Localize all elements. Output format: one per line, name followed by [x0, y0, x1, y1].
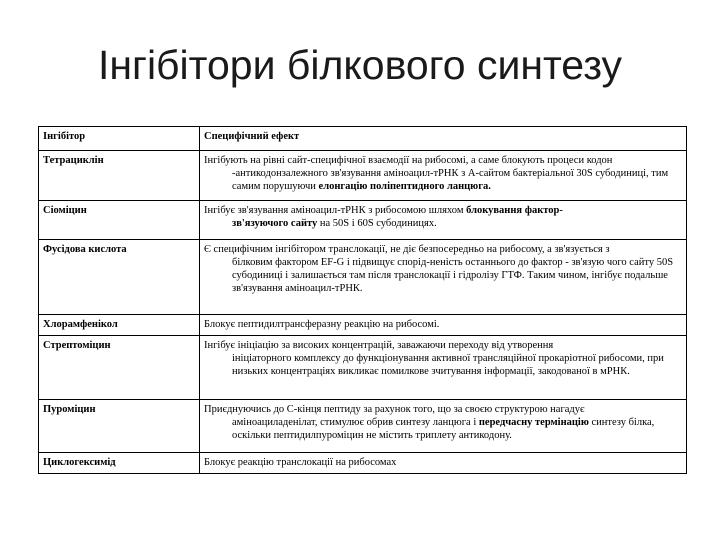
effect-continuation: білковим фактором EF-G і підвищує спорід-неність останнього до фактор - зв'язую чого сайту 50S субодиниці і залишається там після транслокації і гідролізу ГТФ. Таким чином, інгібує подальше зв'язування аміноацил-тРНК. [232, 257, 674, 294]
inhibitor-name: Циклогексимід [39, 453, 200, 474]
effect-continuation: -антикодонзалежного зв'язування аміноацил-тРНК з А-сайтом бактеріальної 30S субодиниці, тим самим порушуючи елонгацію поліпептидного ланцюга. [232, 168, 669, 192]
inhibitor-effect: Приєднуючись до С-кінця пептиду за рахунок того, що за своєю структурою нагадує аміноациладенілат, стимулює обрив синтезу ланцюга і передчасну термінацію синтезу білка, оскільки пептидилпуроміцин не містить триплету антикодону. [200, 400, 687, 453]
effect-emphasis: зв'язуючого сайту [232, 218, 318, 229]
inhibitor-name: Тетрациклін [39, 151, 200, 201]
effect-emphasis: блокування фактор- [466, 205, 563, 216]
inhibitor-name: Сіоміцин [39, 201, 200, 240]
inhibitor-effect [200, 151, 687, 201]
effect-continuation: аміноациладенілат, стимулює обрив синтезу ланцюга і передчасну термінацію синтезу білка, оскільки пептидилпуроміцин не містить триплету антикодону. [232, 417, 655, 441]
table-row [39, 151, 687, 201]
header-inhibitor: Інгібітор [39, 127, 200, 151]
inhibitor-name: Хлорамфенікол [39, 315, 200, 336]
inhibitor-effect: Інгібує ініціацію за високих концентрацій, заважаючи переходу від утворення ініціаторного комплексу до функціонування активної трансляційної прокаріотної рибосоми, при низьких концентраціях викликає помилкове зчитування інформації, закодованої в мРНК. [200, 336, 687, 400]
table-row [39, 315, 687, 336]
effect-emphasis: елонгацію поліпептидного ланцюга. [318, 181, 491, 192]
effect-continuation: зв'язуючого сайту на 50S і 60S субодиницях. [232, 218, 437, 229]
effect-emphasis: передчасну термінацію [478, 417, 589, 428]
table-row [39, 201, 687, 240]
table-row [39, 240, 687, 315]
header-effect: Специфічний ефект [200, 127, 687, 151]
inhibitor-name: Фусідова кислота [39, 240, 200, 315]
inhibitor-name: Пуроміцин [39, 400, 200, 453]
inhibitor-effect: Є специфічним інгібітором транслокації, не діє безпосередньо на рибосому, а зв'язується з білковим фактором EF-G і підвищує спорід-неність останнього до фактор - зв'язую чого сайту 50S субодиниці і залишається там після транслокації і гідролізу ГТФ. Таким чином, інгібує подальше зв'язування аміноацил-тРНК. [200, 240, 687, 315]
effect-text: Інгібують на рівні сайт-специфічної взаємодії на рибосомі, а саме блокують процеси кодон [204, 155, 613, 166]
table-row [39, 336, 687, 400]
inhibitors-table [38, 126, 687, 474]
inhibitor-effect: Блокує реакцію транслокації на рибосомах [200, 453, 687, 474]
inhibitor-effect: Блокує пептидилтрансферазну реакцію на рибосомі. [200, 315, 687, 336]
table-header-row [39, 127, 687, 151]
table-row [39, 400, 687, 453]
inhibitor-name: Стрептоміцин [39, 336, 200, 400]
effect-continuation: ініціаторного комплексу до функціонування активної трансляційної прокаріотної рибосоми, при низьких концентраціях викликає помилкове зчитування інформації, закодованої в мРНК. [232, 353, 664, 377]
table-row [39, 453, 687, 474]
page-title: Інгібітори білкового синтезу [97, 42, 623, 88]
inhibitor-effect: Інгібує зв'язування аміноацил-тРНК з рибосомою шляхом блокування фактор- зв'язуючого сайту на 50S і 60S субодиницях. [200, 201, 687, 240]
